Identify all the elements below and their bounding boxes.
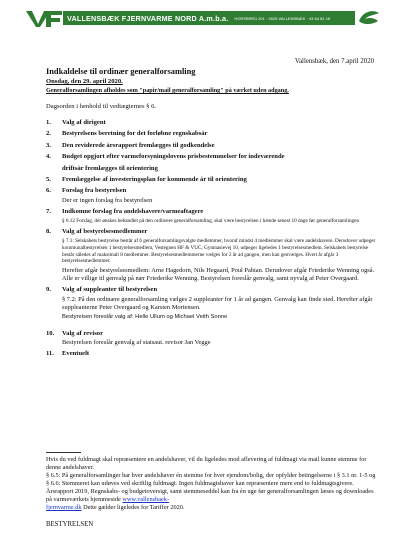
agenda-title: Bestyrelsens beretning for det forløbne regnskabsår — [62, 130, 208, 138]
agenda-item — [46, 142, 376, 150]
agenda-number: 1. — [46, 119, 51, 126]
agenda-title: Den reviderede årsrapport fremlægges til godkendelse — [62, 141, 215, 149]
agenda-title: Eventuelt — [62, 350, 90, 358]
agenda-number: 8. — [46, 228, 51, 236]
agenda-item — [46, 350, 376, 358]
date-line: Vallensbæk, den 7.april 2020 — [294, 58, 374, 65]
agenda-item — [46, 153, 376, 173]
agenda-title: Fremlæggelse af investeringsplan for kommende år til orientering — [62, 176, 247, 184]
agenda-title-continued: driftsår fremlægges til orientering — [62, 164, 158, 172]
agenda-item — [46, 228, 376, 283]
agenda-number: 6. — [46, 187, 51, 195]
company-address: HORSBRED 201 · 2625 VALLENSBÆK · 43 64 81 16 — [234, 15, 331, 21]
agenda-item — [46, 330, 376, 347]
agenda-text: Bestyrelsen foreslår genvalg af statsaut. revisor Jan Vegge — [62, 338, 211, 346]
agenda-item — [46, 286, 376, 321]
agenda-text: § 7.2: På den ordinære generalforsamling vælges 2 suppleanter for 1 år ad gangen. Genvalg kan finde sted. Herefter afgår suppleanterne Peter Overgaard og Karsten Mortensen. — [62, 295, 373, 311]
agenda-title: Valg af suppleanter til bestyrelsen — [62, 286, 158, 294]
agenda-number: 11. — [46, 350, 54, 358]
agenda-number: 4. — [46, 153, 51, 161]
agenda-number: 5. — [46, 176, 51, 184]
meeting-date: Onsdag, den 29. april 2020. — [46, 78, 123, 85]
agenda-text: Der er ingen forslag fra bestyrelsen — [62, 196, 153, 204]
meeting-format-note: Generalforsamlingen afholdes som "papir/mail generalforsamling" på værket uden adgang. — [46, 87, 289, 94]
agenda-item — [46, 187, 376, 205]
agenda-title: Valg af dirigent — [62, 119, 106, 126]
agenda-title: Valg af bestyrelsesmedlemmer — [62, 228, 148, 236]
vf-logo-icon — [26, 8, 62, 28]
agenda-list — [46, 119, 376, 358]
agenda-title: Indkomne forslag fra andelshavere/varmeaftagere — [62, 208, 204, 216]
agenda-number: 3. — [46, 141, 51, 149]
footer-tariff-text: Dette gælder ligeledes for Tariffer 2020. — [83, 504, 185, 511]
website-link-part2: fjernvarme.dk — [46, 504, 82, 511]
agenda-number: 10. — [46, 330, 55, 338]
agenda-small-text: § 6.12 Forslag, der ønskes behandlet på den ordinære generalforsamling, skal være bestyrelsen i hænde senest 10 dage før generalforsamlingen — [62, 218, 360, 225]
divider — [46, 452, 81, 453]
agenda-item — [46, 119, 376, 127]
page-title: Indkaldelse til ordinær generalforsamling — [46, 67, 196, 76]
company-name: VALLENSBÆK FJERNVARME NORD A.m.b.a. — [67, 13, 229, 23]
agenda-title: Forslag fra bestyrelsen — [62, 187, 127, 195]
agenda-proposal: Bestyrelsen foreslår valg af: Helle Ullum og Michael Veith Sonne — [62, 314, 228, 321]
header-banner — [26, 8, 381, 28]
intro-text: Dagsorden i henhold til vedtægternes § 6. — [46, 103, 157, 110]
agenda-title: Valg af revisor — [62, 330, 104, 338]
agenda-item — [46, 176, 376, 184]
footer-notes — [46, 456, 376, 512]
agenda-number: 7. — [46, 208, 51, 216]
header-bar — [63, 11, 355, 25]
agenda-title: Budget opgjort efter varmeforsyningslovens prisbestemmelser for indeværende — [62, 153, 285, 161]
signature: BESTYRELSEN — [46, 521, 94, 528]
agenda-small-text: § 7.1: Selskabets bestyrelse består af 6 generalforsamlingsvalgte medlemmer, hvoraf mindst 4 medlemmer skal være andelshavere. Derudover udpeger kommunalbestyrelsen 1 bestyrelsesmedlem, Vestegnen HF & VUC, Gymnasievej 10, udpeger ligeledes 1 bestyrelsesmedlem. Selskabets bestyrelse består således af maksimalt 8 medlemmer. Bestyrelsesmedlemmerne vælges for 2 år ad gangen, men kan genvælges. Hvert år afgår 3 bestyrelsesmedlemmer. — [62, 238, 376, 265]
agenda-number: 9. — [46, 286, 51, 294]
agenda-item — [46, 208, 376, 225]
website-link-part1: www.vallensbaek- — [122, 496, 170, 503]
agenda-number: 2. — [46, 130, 51, 138]
footer-report-lead: Årsrapport 2019, Regnskabs- og budgetoversigt, samt stemmeseddel kan fra én uge før generalforsamlingen læses og downloades på varmeværkets hjemmeside — [46, 488, 374, 503]
agenda-item — [46, 130, 376, 138]
footer-proxy-text: Hvis du ved fuldmagt skal repræsentere en andelshaver, vil du ligeledes mod aflevering af fuldmagt via mail kunne stemme for denne andelshaver. — [46, 456, 367, 471]
footer-report-text — [46, 488, 376, 512]
leaf-icon — [357, 9, 381, 27]
agenda-text: Herefter afgår bestyrelsesmedlem: Arne Hagedorn, Nils Hegaard, Poul Pabian. Derudover afgår Friederike Wenning også. Alle er villige til genvalg på nær Friederike Wenning. Bestyrelsen foreslår genvalg, samt nyvalg af Peter Overgaard. — [62, 266, 375, 283]
footer-voting-text: § 6.5: På generalforsamlinger har hver andelshaver én stemme for hver ejendom/bolig, der opfylder betingelserne i § 3.1 nr. 1-5 og § 6.6: Stemmeret kan udøves ved skriftlig fuldmagt. Ingen fuldmagtshaver kan repræsentere mere end to fuldmagtsgivere. — [46, 472, 376, 487]
